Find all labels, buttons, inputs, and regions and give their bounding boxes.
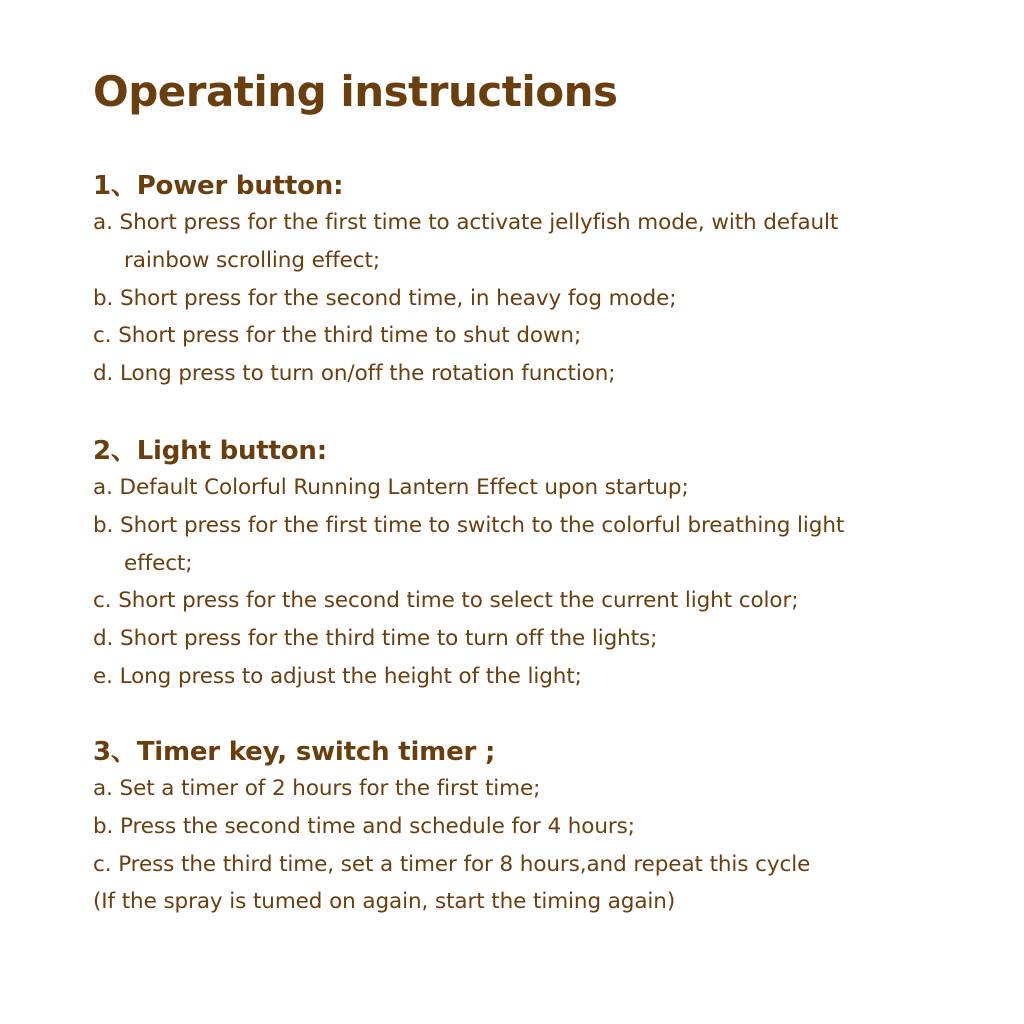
list-item: d. Short press for the third time to turn off the lights; <box>93 626 658 652</box>
timer-note: (If the spray is tumed on again, start the timing again) <box>93 889 676 915</box>
section-light-button <box>93 433 973 696</box>
item-text: b. Short press for the first time to switch to the colorful breathing light <box>93 512 845 538</box>
list-item: e. Long press to adjust the height of the light; <box>93 663 582 689</box>
section-power-button <box>93 168 973 393</box>
section-heading: 2、Light button: <box>93 436 327 466</box>
list-item: b. Short press for the second time, in heavy fog mode; <box>93 285 677 311</box>
item-continuation: effect; <box>124 550 193 576</box>
section-heading: 1、Power button: <box>93 171 344 201</box>
list-item: b. Press the second time and schedule for 4 hours; <box>93 813 635 839</box>
instructions-page <box>93 64 973 915</box>
section-heading: 3、Timer key, switch timer ; <box>93 737 496 767</box>
list-item: c. Short press for the third time to shut down; <box>93 323 582 349</box>
item-continuation: rainbow scrolling effect; <box>124 247 380 273</box>
list-item: c. Short press for the second time to select the current light color; <box>93 588 799 614</box>
page-title: Operating instructions <box>93 67 618 116</box>
section-timer-key <box>93 734 973 921</box>
list-item <box>93 204 973 280</box>
list-item <box>93 507 973 583</box>
list-item: d. Long press to turn on/off the rotation function; <box>93 361 616 387</box>
list-item: c. Press the third time, set a timer for 8 hours,and repeat this cycle <box>93 851 811 877</box>
list-item: a. Default Colorful Running Lantern Effect upon startup; <box>93 475 689 500</box>
item-text: a. Short press for the first time to activate jellyfish mode, with default <box>93 210 839 235</box>
list-item: a. Set a timer of 2 hours for the first time; <box>93 776 541 801</box>
